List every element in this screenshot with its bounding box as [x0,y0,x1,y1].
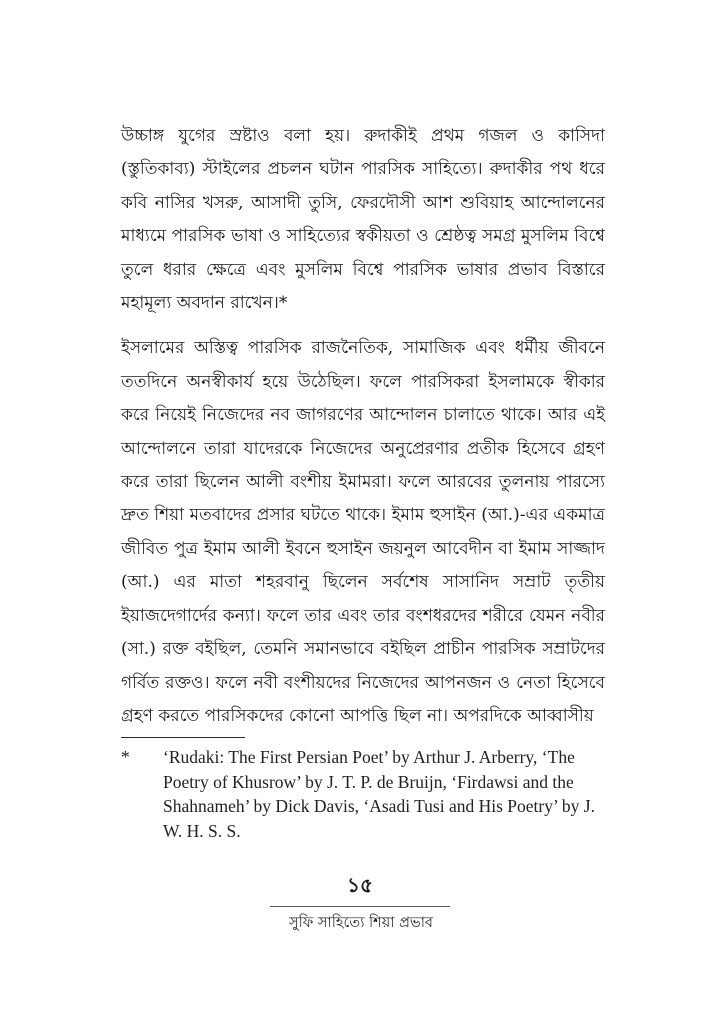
page-number: ১৫ [347,873,373,897]
footnote-divider [121,737,245,738]
footnote [121,745,605,843]
footnote-mark: * [121,747,130,767]
paragraph-1: উচ্চাঙ্গ যুগের স্রষ্টাও বলা হয়। রুদাকীই প্রথম গজল ও কাসিদা (স্তুতিকাব্য) স্টাইলের প্রচলন ঘটান পারসিক সাহিত্যে। রুদাকীর পথ ধরে কবি নাসির খসরু, আসাদী তুসি, ফেরদৌসী আশ শুবিয়াহ আন্দোলনের মাধ্যমে পারসিক ভাষা ও সাহিত্যের স্বকীয়তা ও শ্রেষ্ঠত্ব সমগ্র মুসলিম বিশ্বে তুলে ধরার ক্ষেত্রে এবং মুসলিম বিশ্বে পারসিক ভাষার প্রভাব বিস্তারে মহামূল্য অবদান রাখেন।* [121,126,605,314]
running-footer-title: সুফি সাহিত্যে শিয়া প্রভাব [289,915,433,931]
body-text [121,120,605,733]
footer-divider [270,906,450,907]
footnote-text: ‘Rudaki: The First Persian Poet’ by Arthur J. Arberry, ‘The Poetry of Khusrow’ by J. T. P. de Bruijn, ‘Firdawsi and the Shahnameh’ by Dick Davis, ‘Asadi Tusi and His Poetry’ by J. W. H. S. S. [163,747,595,841]
paragraph-2: ইসলামের অস্তিত্ব পারসিক রাজনৈতিক, সামাজিক এবং ধর্মীয় জীবনে ততদিনে অনস্বীকার্য হয়ে উঠেছিল। ফলে পারসিকরা ইসলামকে স্বীকার করে নিয়েই নিজেদের নব জাগরণের আন্দোলন চালাতে থাকে। আর এই আন্দোলনে তারা যাদেরকে নিজেদের অনুপ্রেরণার প্রতীক হিসেবে গ্রহণ করে তারা ছিলেন আলী বংশীয় ইমামরা। ফলে আরবের তুলনায় পারস্যে দ্রুত শিয়া মতবাদের প্রসার ঘটতে থাকে। ইমাম হুসাইন (আ.)-এর একমাত্র জীবিত পুত্র ইমাম আলী ইবনে হুসাইন জয়নুল আবেদীন বা ইমাম সাজ্জাদ (আ.) এর মাতা শহরবানু ছিলেন সর্বশেষ সাসানিদ সম্রাট তৃতীয় ইয়াজদেগার্দের কন্যা। ফলে তার এবং তার বংশধরদের শরীরে যেমন নবীর (সা.) রক্ত বইছিল, তেমনি সমানভাবে বইছিল প্রাচীন পারসিক সম্রাটদের গর্বিত রক্তও। ফলে নবী বংশীয়দের নিজেদের আপনজন ও নেতা হিসেবে গ্রহণ করতে পারসিকদের কোনো আপত্তি ছিল না। অপরদিকে আব্বাসীয় [121,338,605,726]
